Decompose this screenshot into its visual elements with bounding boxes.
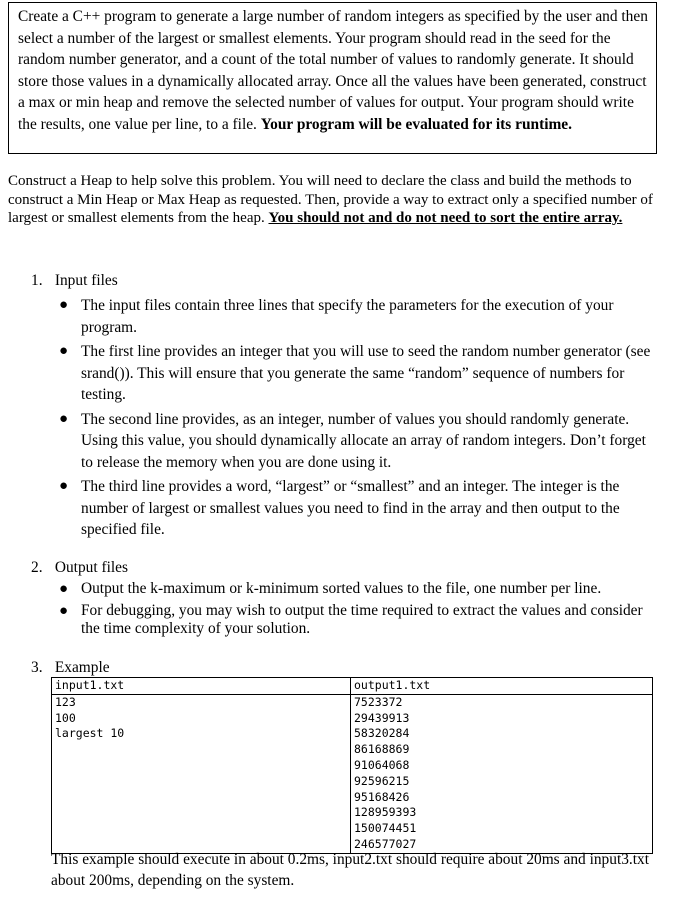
section-heading — [31, 558, 128, 578]
list-item-text: The third line provides a word, “largest” or “smallest” and an integer. The integer is the number of largest or smallest values you need to find in the array and then output to the specified file. — [81, 478, 620, 538]
bullet-icon: ● — [59, 602, 69, 619]
section-title: Example — [54, 659, 110, 676]
input-line: 100 — [55, 710, 76, 725]
bullet-icon: ● — [59, 297, 69, 313]
intro-bold-text: Your program will be evaluated for its runtime. — [260, 115, 572, 133]
section-number: 3. — [31, 659, 43, 676]
heap-note-text: Construct a Heap to help solve this problem. You will need to declare the class and build the methods to construct a Min Heap or Max Heap as requested. Then, provide a way to extract only a specified number of largest or smallest elements from the heap. — [8, 173, 653, 227]
list-item-text: For debugging, you may wish to output the time required to extract the values and consider the time complexity of your solution. — [81, 601, 643, 638]
input-file-contents — [52, 694, 351, 853]
table-header-row — [52, 678, 653, 695]
output-line: 91064068 — [354, 757, 410, 772]
list-item — [31, 602, 651, 639]
section-heading — [31, 271, 118, 291]
output-line: 86168869 — [354, 742, 410, 757]
example-note: This example should execute in about 0.2ms, input2.txt should require about 20ms and input3.txt about 200ms, depending on the system. — [51, 851, 650, 889]
example-table — [51, 677, 653, 854]
output-line: 246577027 — [354, 836, 417, 851]
output-line: 150074451 — [354, 821, 417, 836]
intro-paragraph — [18, 6, 650, 135]
output-bullet-list — [31, 580, 651, 642]
heap-note-emphasis: You should not and do not need to sort the entire array. — [268, 210, 623, 227]
table-row — [52, 694, 653, 853]
output-file-header: output1.txt — [351, 678, 653, 695]
input-file-header: input1.txt — [52, 678, 351, 695]
list-item-text: Output the k-maximum or k-minimum sorted values to the file, one number per line. — [81, 580, 602, 597]
bullet-icon: ● — [59, 343, 69, 359]
output-line: 58320284 — [354, 726, 410, 741]
list-item — [31, 409, 651, 474]
output-file-contents — [351, 694, 653, 853]
input-bullet-list — [31, 295, 651, 544]
section-number: 2. — [31, 559, 43, 576]
input-line: 123 — [55, 694, 76, 709]
list-item-text: The second line provides, as an integer, number of values you should randomly generate. Using this value, you should dynamically allocate an array of random integers. Don’t forget to release the memory when you are done using it. — [81, 410, 646, 471]
list-item — [31, 341, 651, 406]
section-number: 1. — [31, 272, 43, 289]
heap-note — [8, 172, 653, 228]
section-title: Output files — [54, 559, 128, 576]
bullet-icon: ● — [59, 581, 69, 597]
output-line: 95168426 — [354, 789, 410, 804]
intro-text: Create a C++ program to generate a large number of random integers as specified by the user and then select a number of the largest or smallest elements. Your program should read in the seed for the random number generator, and a count of the total number of values to randomly generate. It should store those values in a dynamically allocated array. Once all the values have been generated, construct a max or min heap and remove the selected number of values for output. Your program should write the results, one value per line, to a file. — [18, 8, 648, 133]
list-item — [31, 580, 651, 599]
bullet-icon: ● — [59, 478, 69, 494]
heap-note-paragraph — [8, 172, 653, 228]
bullet-icon: ● — [59, 410, 69, 427]
input-line: largest 10 — [55, 726, 125, 741]
output-line: 7523372 — [354, 694, 403, 709]
section-title: Input files — [54, 272, 118, 289]
list-item — [31, 476, 651, 541]
list-item-text: The input files contain three lines that specify the parameters for the execution of your program. — [81, 297, 614, 336]
intro-box — [8, 2, 657, 154]
output-line: 128959393 — [354, 805, 417, 820]
section-heading — [31, 658, 110, 678]
list-item — [31, 295, 651, 338]
output-line: 92596215 — [354, 773, 410, 788]
output-line: 29439913 — [354, 710, 410, 725]
list-item-text: The first line provides an integer that you will use to seed the random number generator (see srand()). This will ensure that you generate the same “random” sequence of numbers for testing. — [81, 343, 651, 403]
